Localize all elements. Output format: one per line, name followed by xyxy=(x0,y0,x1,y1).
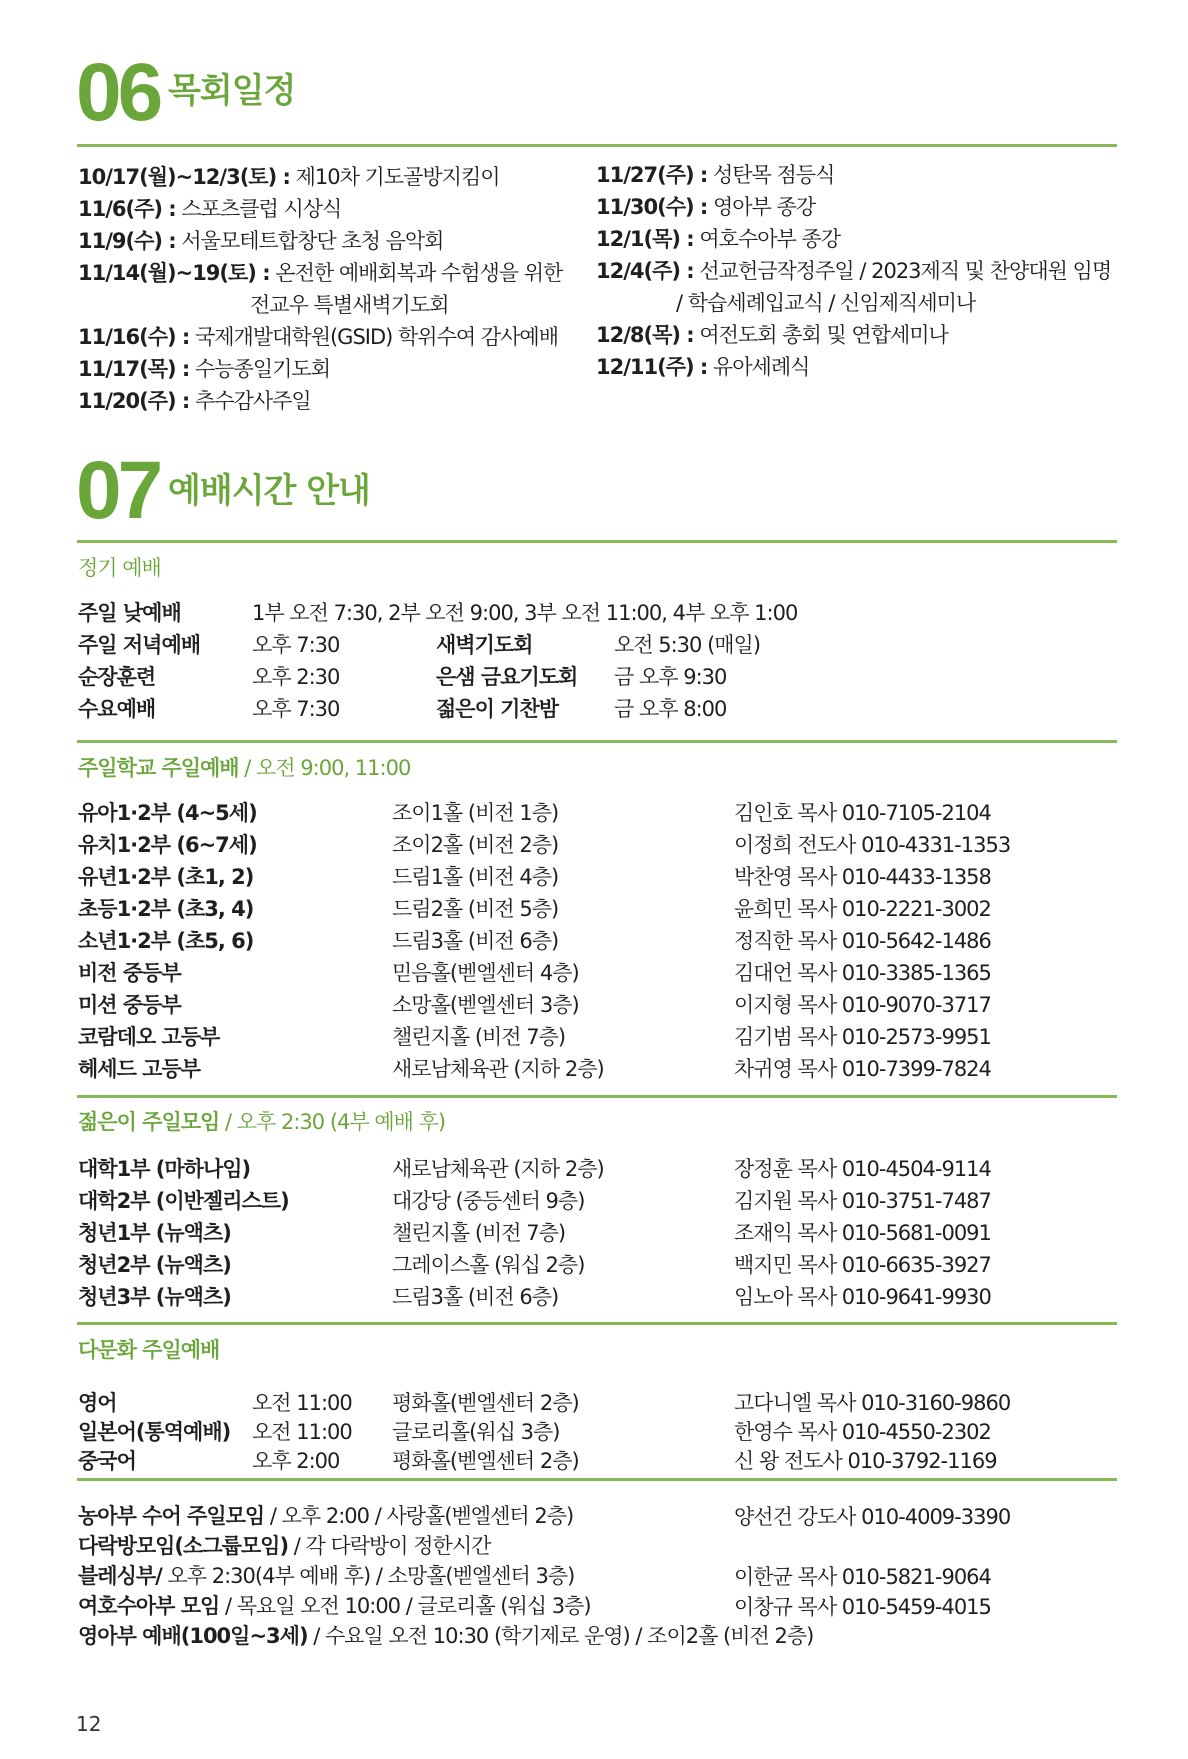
language: 일본어(통역예배) xyxy=(78,1420,231,1444)
meeting-name: 농아부 수어 주일모임 xyxy=(78,1504,265,1528)
time: 오후 2:00 xyxy=(252,1449,340,1473)
schedule-item xyxy=(250,293,449,318)
schedule-date: 11/30(수) : xyxy=(596,195,708,219)
schedule-item xyxy=(78,357,330,382)
section-divider xyxy=(77,1095,1117,1098)
contact: 김지원 목사 010-3751-7487 xyxy=(734,1189,991,1213)
location: 챌린지홀 (비전 7층) xyxy=(392,1025,566,1049)
section-divider xyxy=(77,1322,1117,1325)
section-title-worship-times: 예배시간 안내 xyxy=(168,471,370,511)
contact: 장정훈 목사 010-4504-9114 xyxy=(734,1157,991,1181)
worship-name: 새벽기도회 xyxy=(436,633,533,657)
section-divider xyxy=(77,540,1117,543)
contact: 조재익 목사 010-5681-0091 xyxy=(734,1221,991,1245)
schedule-item xyxy=(78,197,341,222)
schedule-item xyxy=(596,227,840,252)
page-number: 12 xyxy=(76,1712,102,1736)
section-number-06: 06 xyxy=(76,47,160,138)
department-name: 유치1·2부 (6~7세) xyxy=(78,833,257,857)
schedule-event: 성탄목 점등식 xyxy=(707,163,835,187)
schedule-event: / 학습세례입교식 / 신임제직세미나 xyxy=(676,291,976,315)
worship-name: 젊은이 기찬밤 xyxy=(436,697,559,721)
schedule-event: 영아부 종강 xyxy=(707,195,816,219)
contact: 신 왕 전도사 010-3792-1169 xyxy=(734,1449,997,1473)
schedule-item xyxy=(596,355,809,380)
other-meeting-item xyxy=(78,1504,573,1529)
contact: 양선건 강도사 010-4009-3390 xyxy=(734,1505,1011,1529)
schedule-date: 12/8(목) : xyxy=(596,323,694,347)
schedule-event: 여전도회 총회 및 연합세미나 xyxy=(693,323,948,347)
regular-worship-heading: 정기 예배 xyxy=(78,556,161,580)
schedule-event: 스포츠클럽 시상식 xyxy=(175,197,342,221)
schedule-event: 온전한 예배회복과 수험생을 위한 xyxy=(269,261,563,285)
schedule-date: 12/4(주) : xyxy=(596,259,694,283)
contact: 박찬영 목사 010-4433-1358 xyxy=(734,865,991,889)
sunday-school-heading-time: / 오전 9:00, 11:00 xyxy=(238,756,411,780)
contact: 윤희민 목사 010-2221-3002 xyxy=(734,897,991,921)
sunday-school-heading-label: 주일학교 주일예배 xyxy=(78,756,239,780)
department-name: 청년3부 (뉴액츠) xyxy=(78,1285,231,1309)
department-name: 대학2부 (이반젤리스트) xyxy=(78,1189,289,1213)
schedule-event: 전교우 특별새벽기도회 xyxy=(250,293,449,317)
regular-first-label: 주일 낮예배 xyxy=(78,601,181,625)
schedule-item xyxy=(78,389,311,414)
schedule-event: 수능종일기도회 xyxy=(189,357,330,381)
schedule-item xyxy=(596,323,948,348)
meeting-detail: / 목요일 오전 10:00 / 글로리홀 (워십 3층) xyxy=(219,1594,591,1618)
multicultural-heading-label: 다문화 주일예배 xyxy=(78,1338,220,1362)
worship-time: 오후 7:30 xyxy=(252,633,340,657)
worship-time: 금 오후 8:00 xyxy=(614,697,727,721)
meeting-detail: / 각 다락방이 정한시간 xyxy=(288,1534,491,1558)
meeting-detail: / 수요일 오전 10:30 (학기제로 운영) / 조이2홀 (비전 2층) xyxy=(307,1624,814,1648)
contact: 백지민 목사 010-6635-3927 xyxy=(734,1253,991,1277)
contact: 한영수 목사 010-4550-2302 xyxy=(734,1420,991,1444)
schedule-event: 추수감사주일 xyxy=(189,389,311,413)
schedule-date: 11/6(주) : xyxy=(78,197,176,221)
time: 오전 11:00 xyxy=(252,1391,352,1415)
meeting-name: 여호수아부 모임 xyxy=(78,1594,220,1618)
schedule-date: 12/1(목) : xyxy=(596,227,694,251)
schedule-item xyxy=(596,163,834,188)
meeting-name: 영아부 예배(100일~3세) xyxy=(78,1624,308,1648)
contact: 임노아 목사 010-9641-9930 xyxy=(734,1285,991,1309)
contact: 이한균 목사 010-5821-9064 xyxy=(734,1565,991,1589)
meeting-name: 다락방모임(소그룹모임) xyxy=(78,1534,289,1558)
location: 믿음홀(벧엘센터 4층) xyxy=(392,961,579,985)
location: 새로남체육관 (지하 2층) xyxy=(392,1157,604,1181)
contact: 차귀영 목사 010-7399-7824 xyxy=(734,1057,991,1081)
location: 글로리홀(워십 3층) xyxy=(392,1420,560,1444)
language: 영어 xyxy=(78,1391,117,1415)
worship-name: 순장훈련 xyxy=(78,665,156,689)
location: 평화홀(벧엘센터 2층) xyxy=(392,1449,579,1473)
department-name: 미션 중등부 xyxy=(78,993,181,1017)
location: 드림1홀 (비전 4층) xyxy=(392,865,559,889)
worship-name: 수요예배 xyxy=(78,697,156,721)
location: 그레이스홀 (워십 2층) xyxy=(392,1253,585,1277)
contact: 김인호 목사 010-7105-2104 xyxy=(734,801,991,825)
schedule-event: 선교헌금작정주일 / 2023제직 및 찬양대원 임명 xyxy=(693,259,1112,283)
other-meeting-item xyxy=(78,1594,591,1619)
schedule-date: 11/16(수) : xyxy=(78,325,190,349)
meeting-detail: 오후 2:30(4부 예배 후) / 소망홀(벧엘센터 3층) xyxy=(161,1564,575,1588)
schedule-event: 제10차 기도골방지킴이 xyxy=(289,165,500,189)
schedule-item xyxy=(596,259,1111,284)
schedule-item xyxy=(78,229,443,254)
department-name: 헤세드 고등부 xyxy=(78,1057,201,1081)
schedule-item xyxy=(596,195,815,220)
regular-first-value: 1부 오전 7:30, 2부 오전 9:00, 3부 오전 11:00, 4부 오후 1:00 xyxy=(252,601,798,625)
contact: 이지형 목사 010-9070-3717 xyxy=(734,993,991,1017)
section-divider xyxy=(77,144,1117,147)
schedule-date: 11/27(주) : xyxy=(596,163,708,187)
meeting-detail: / 오후 2:00 / 사랑홀(벧엘센터 2층) xyxy=(264,1504,574,1528)
department-name: 코람데오 고등부 xyxy=(78,1025,220,1049)
department-name: 비전 중등부 xyxy=(78,961,181,985)
department-name: 초등1·2부 (초3, 4) xyxy=(78,897,254,921)
schedule-item xyxy=(78,325,558,350)
schedule-event: 국제개발대학원(GSID) 학위수여 감사예배 xyxy=(189,325,558,349)
schedule-event: 유아세례식 xyxy=(707,355,810,379)
section-title-schedule: 목회일정 xyxy=(168,71,296,111)
contact: 이정희 전도사 010-4331-1353 xyxy=(734,833,1011,857)
schedule-date: 12/11(주) : xyxy=(596,355,708,379)
schedule-date: 10/17(월)~12/3(토) : xyxy=(78,165,290,189)
location: 드림3홀 (비전 6층) xyxy=(392,1285,559,1309)
location: 조이1홀 (비전 1층) xyxy=(392,801,559,825)
location: 조이2홀 (비전 2층) xyxy=(392,833,559,857)
schedule-item xyxy=(78,261,562,286)
worship-time: 금 오후 9:30 xyxy=(614,665,727,689)
contact: 고다니엘 목사 010-3160-9860 xyxy=(734,1391,1011,1415)
worship-name: 은샘 금요기도회 xyxy=(436,665,578,689)
section-divider xyxy=(77,740,1117,743)
language: 중국어 xyxy=(78,1449,136,1473)
worship-name: 주일 저녁예배 xyxy=(78,633,201,657)
schedule-event: 서울모테트합창단 초청 음악회 xyxy=(175,229,444,253)
location: 새로남체육관 (지하 2층) xyxy=(392,1057,604,1081)
other-meeting-item xyxy=(78,1534,490,1559)
worship-time: 오전 5:30 (매일) xyxy=(614,633,761,657)
sunday-school-heading xyxy=(78,752,410,782)
location: 평화홀(벧엘센터 2층) xyxy=(392,1391,579,1415)
schedule-date: 11/14(월)~19(토) : xyxy=(78,261,270,285)
schedule-date: 11/17(목) : xyxy=(78,357,190,381)
department-name: 청년1부 (뉴액츠) xyxy=(78,1221,231,1245)
section-divider xyxy=(77,1478,1117,1481)
other-meeting-item xyxy=(78,1624,813,1649)
location: 소망홀(벧엘센터 3층) xyxy=(392,993,579,1017)
location: 챌린지홀 (비전 7층) xyxy=(392,1221,566,1245)
location: 드림2홀 (비전 5층) xyxy=(392,897,559,921)
location: 대강당 (중등센터 9층) xyxy=(392,1189,585,1213)
contact: 정직한 목사 010-5642-1486 xyxy=(734,929,991,953)
contact: 김기범 목사 010-2573-9951 xyxy=(734,1025,991,1049)
location: 드림3홀 (비전 6층) xyxy=(392,929,559,953)
department-name: 청년2부 (뉴액츠) xyxy=(78,1253,231,1277)
department-name: 유아1·2부 (4~5세) xyxy=(78,801,257,825)
department-name: 유년1·2부 (초1, 2) xyxy=(78,865,254,889)
department-name: 대학1부 (마하나임) xyxy=(78,1157,251,1181)
worship-time: 오후 7:30 xyxy=(252,697,340,721)
schedule-date: 11/9(수) : xyxy=(78,229,176,253)
schedule-date: 11/20(주) : xyxy=(78,389,190,413)
young-adults-heading-label: 젊은이 주일모임 xyxy=(78,1110,220,1134)
young-adults-heading-time: / 오후 2:30 (4부 예배 후) xyxy=(219,1110,446,1134)
schedule-event: 여호수아부 종강 xyxy=(693,227,841,251)
contact: 김대언 목사 010-3385-1365 xyxy=(734,961,991,985)
worship-time: 오후 2:30 xyxy=(252,665,340,689)
section-number-07: 07 xyxy=(76,445,160,536)
department-name: 소년1·2부 (초5, 6) xyxy=(78,929,254,953)
meeting-name: 블레싱부/ xyxy=(78,1564,162,1588)
schedule-item xyxy=(78,165,500,190)
time: 오전 11:00 xyxy=(252,1420,352,1444)
contact: 이창규 목사 010-5459-4015 xyxy=(734,1595,991,1619)
schedule-item xyxy=(676,291,975,316)
young-adults-heading xyxy=(78,1106,445,1136)
other-meeting-item xyxy=(78,1564,574,1589)
multicultural-heading xyxy=(78,1334,219,1364)
